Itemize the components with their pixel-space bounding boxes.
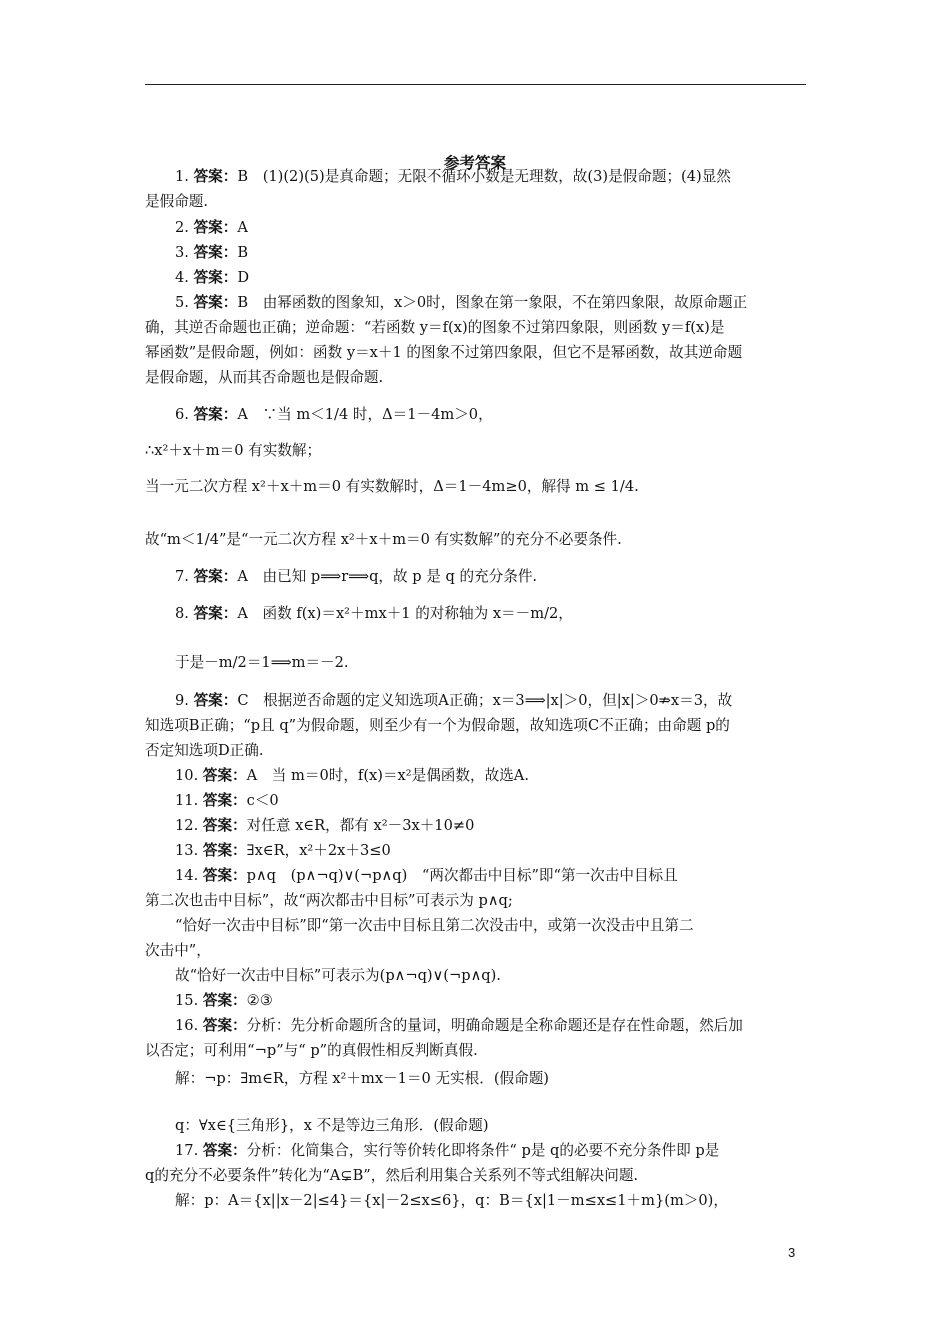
answer-text: q：∀x∈{三角形}，x 不是等边三角形．(假命题) (175, 1117, 489, 1134)
answer-label: 答案： (202, 992, 247, 1009)
answer-text: q的充分不必要条件”转化为“A⊊B”，然后利用集合关系列不等式组解决问题. (145, 1167, 639, 1184)
answer-line (145, 992, 806, 1010)
answer-line (145, 294, 806, 312)
answer-line (145, 967, 806, 985)
answer-line (145, 531, 806, 549)
answer-text: ∴x²＋x＋m＝0 有实数解； (145, 442, 322, 459)
answer-line (145, 917, 806, 935)
question-number: 2. (175, 219, 194, 236)
answer-text: 幂函数”是假命题，例如：函数 y＝x＋1 的图象不过第四象限，但它不是幂函数，故其逆命题 (145, 344, 743, 361)
answer-label: 答案： (202, 1017, 247, 1034)
question-number: 6. (175, 406, 194, 423)
answer-text: 确，其逆否命题也正确；逆命题：“若函数 y＝f(x)的图象不过第四象限，则函数 y＝f(x)是 (145, 319, 725, 336)
answer-line (145, 442, 806, 460)
answer-text: C 根据逆否命题的定义知选项A正确；x＝3⟹|x|＞0，但|x|＞0⇏x＝3，故 (237, 692, 733, 709)
answer-line (145, 369, 806, 387)
question-number: 12. (175, 817, 203, 834)
answer-label: 答案： (193, 605, 238, 622)
question-number: 3. (175, 244, 194, 261)
answer-text: 第二次也击中目标”，故“两次都击中目标”可表示为 p∧q; (145, 892, 513, 909)
answer-line (145, 817, 806, 835)
answer-text: B (237, 244, 249, 261)
answer-text: 解：p：A＝{x||x－2|≤4}＝{x|－2≤x≤6}，q：B＝{x|1－m≤x≤1＋m}(m＞0)， (175, 1192, 728, 1209)
answer-label: 答案： (193, 406, 238, 423)
answer-text: ②③ (246, 992, 273, 1009)
answer-label: 答案： (202, 842, 247, 859)
answer-text: c＜0 (246, 792, 279, 809)
answer-text: 分析：化简集合，实行等价转化即将条件“ p是 q的必要不充分条件即 p是 (246, 1142, 720, 1159)
answer-line (145, 319, 806, 337)
question-number: 4. (175, 269, 194, 286)
answer-line (145, 1117, 806, 1135)
answer-text: p∧q (p∧¬q)∨(¬p∧q) “两次都击中目标”即“第一次击中目标且 (246, 867, 678, 884)
answer-line (145, 742, 806, 760)
answer-line (145, 892, 806, 910)
answer-line (145, 842, 806, 860)
answer-text: 是假命题. (145, 193, 209, 210)
answer-label: 答案： (193, 244, 238, 261)
answer-label: 答案： (193, 294, 238, 311)
answer-line (145, 269, 806, 287)
answer-text: 当一元二次方程 x²＋x＋m＝0 有实数解时，Δ＝1－4m≥0，解得 m ≤ 1/4. (145, 478, 639, 495)
answer-label: 答案： (193, 219, 238, 236)
answer-text: 故“恰好一次击中目标”可表示为(p∧¬q)∨(¬p∧q). (175, 967, 501, 984)
answer-line (145, 244, 806, 262)
answer-label: 答案： (202, 792, 247, 809)
question-number: 10. (175, 767, 203, 784)
question-number: 7. (175, 568, 194, 585)
page-number: 3 (788, 1245, 796, 1260)
question-number: 15. (175, 992, 203, 1009)
question-number: 5. (175, 294, 194, 311)
answer-text: B (1)(2)(5)是真命题；无限不循环小数是无理数，故(3)是假命题；(4)显然 (237, 168, 731, 185)
answer-text: B 由幂函数的图象知，x＞0时，图象在第一象限，不在第四象限，故原命题正 (237, 294, 748, 311)
question-number: 1. (175, 168, 194, 185)
answer-line (145, 654, 806, 672)
answer-line (145, 1167, 806, 1185)
answer-text: 于是－m/2＝1⟹m＝－2. (175, 654, 349, 671)
answer-text: 是假命题，从而其否命题也是假命题. (145, 369, 384, 386)
answer-line (145, 767, 806, 785)
header-rule (145, 84, 806, 85)
answer-line (145, 1070, 806, 1088)
question-number: 9. (175, 692, 194, 709)
answer-text: 次击中”， (145, 942, 211, 959)
question-number: 14. (175, 867, 203, 884)
answer-line (145, 478, 806, 496)
answer-line (145, 942, 806, 960)
answer-text: A 函数 f(x)＝x²＋mx＋1 的对称轴为 x＝－m/2， (237, 605, 573, 622)
answer-text: 以否定；可利用“¬p”与“ p”的真假性相反判断真假. (145, 1042, 478, 1059)
answer-label: 答案： (202, 817, 247, 834)
question-number: 13. (175, 842, 203, 859)
answer-line (145, 692, 806, 710)
answer-line (145, 193, 806, 211)
answer-line (145, 717, 806, 735)
question-number: 8. (175, 605, 194, 622)
answer-text: A 由已知 p⟹r⟹q，故 p 是 q 的充分条件. (237, 568, 538, 585)
answer-text: A 当 m＝0时，f(x)＝x²是偶函数，故选A. (246, 767, 529, 784)
answer-line (145, 344, 806, 362)
answer-text: 对任意 x∈R，都有 x²－3x＋10≠0 (246, 817, 475, 834)
page-title: 参考答案 (443, 153, 506, 172)
answer-label: 答案： (193, 269, 238, 286)
answer-text: ∃x∈R，x²＋2x＋3≤0 (246, 842, 391, 859)
answer-label: 答案： (202, 867, 247, 884)
answer-line (145, 1017, 806, 1035)
answer-label: 答案： (193, 692, 238, 709)
question-number: 11. (175, 792, 203, 809)
answer-line (145, 1142, 806, 1160)
answer-line (145, 219, 806, 237)
answer-text: A ∵当 m＜1/4 时，Δ＝1－4m＞0， (237, 406, 493, 423)
answer-line (145, 406, 806, 424)
answer-line (145, 792, 806, 810)
answer-label: 答案： (193, 168, 238, 185)
answer-label: 答案： (193, 568, 238, 585)
answer-text: 故“m＜1/4”是“一元二次方程 x²＋x＋m＝0 有实数解”的充分不必要条件. (145, 531, 622, 548)
answer-label: 答案： (202, 767, 247, 784)
answer-line (145, 867, 806, 885)
question-number: 17. (175, 1142, 203, 1159)
answer-text: A (237, 219, 248, 236)
answer-line (145, 568, 806, 586)
answer-line (145, 1042, 806, 1060)
answer-text: 分析：先分析命题所含的量词，明确命题是全称命题还是存在性命题，然后加 (246, 1017, 743, 1034)
answer-label: 答案： (202, 1142, 247, 1159)
answer-line (145, 1192, 806, 1210)
answer-text: D (237, 269, 250, 286)
answer-text: 知选项B正确；“p且 q”为假命题，则至少有一个为假命题，故知选项C不正确；由命题 p的 (145, 717, 730, 734)
question-number: 16. (175, 1017, 203, 1034)
answer-line (145, 168, 806, 186)
answer-text: 否定知选项D正确. (145, 742, 264, 759)
answer-text: “恰好一次击中目标”即“第一次击中目标且第二次没击中，或第一次没击中且第二 (175, 917, 694, 934)
answer-line (145, 605, 806, 623)
answer-text: 解：¬p：∃m∈R，方程 x²＋mx－1＝0 无实根．(假命题) (175, 1070, 550, 1087)
